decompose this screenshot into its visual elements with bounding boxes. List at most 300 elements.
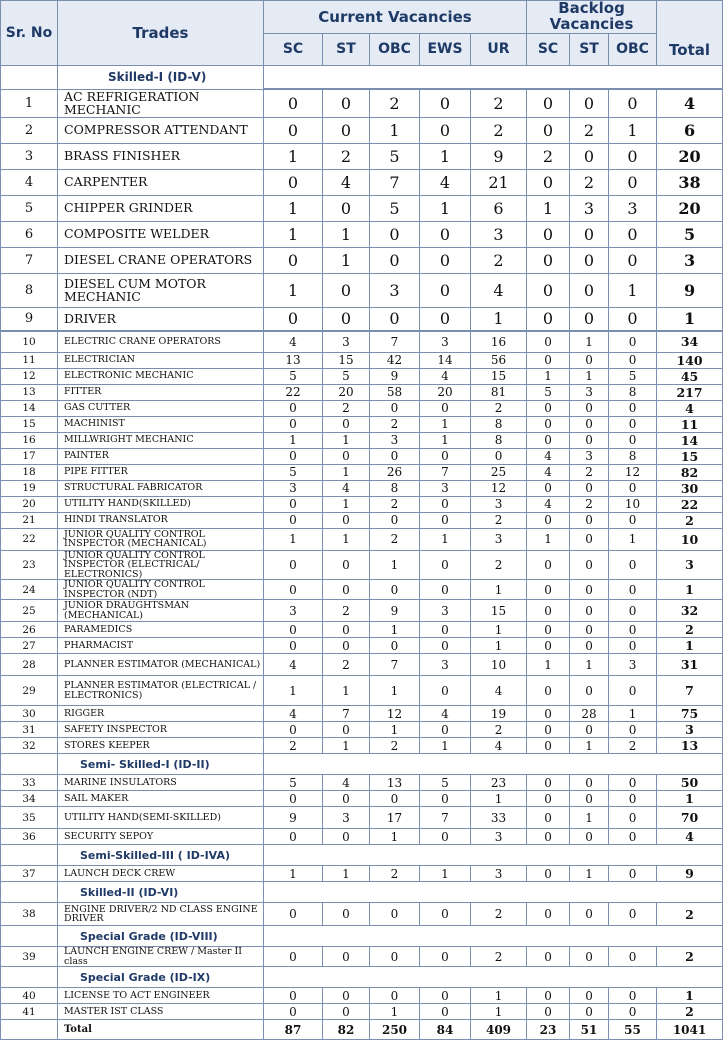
vacancy-cell: 3 [471,221,527,247]
vacancy-cell: 1 [323,676,370,706]
table-row [1,384,723,400]
vacancy-cell: 10 [609,496,657,512]
table-row [1,89,723,117]
current-vacancies-header: Current Vacancies [264,1,527,34]
vacancy-cell: 4 [323,775,370,791]
table-row [1,307,723,331]
vacancy-cell: 0 [527,117,570,143]
vacancy-cell: 0 [609,480,657,496]
vacancy-cell: 0 [323,638,370,654]
vacancy-cell: 0 [570,638,609,654]
vacancy-cell: 0 [570,400,609,416]
vacancy-cell: 0 [527,866,570,882]
row-total-cell: 10 [657,528,723,550]
row-total-cell: 14 [657,432,723,448]
vacancy-cell: 0 [420,400,471,416]
vacancy-cell: 26 [370,464,420,480]
vacancy-cell: 1 [370,829,420,845]
table-row [1,352,723,368]
row-total-cell: 50 [657,775,723,791]
row-total-cell: 6 [657,117,723,143]
sr-no-cell: 3 [1,143,58,169]
vacancy-cell: 3 [323,807,370,829]
vacancy-cell: 1 [264,432,323,448]
vacancy-cell: 0 [609,1004,657,1020]
vacancy-cell: 0 [323,903,370,926]
table-row [1,416,723,432]
vacancy-cell: 0 [370,221,420,247]
vacancy-cell: 2 [370,416,420,432]
vacancy-cell: 3 [420,331,471,352]
vacancy-cell: 0 [609,400,657,416]
vacancy-cell: 4 [471,676,527,706]
vacancy-cell: 7 [420,464,471,480]
vacancy-cell: 0 [323,416,370,432]
vacancy-cell: 25 [471,464,527,480]
vacancy-cell: 1 [264,676,323,706]
section-empty-cell [1,882,58,903]
vacancy-cell: 0 [370,791,420,807]
vacancy-cell: 1 [370,117,420,143]
vacancy-cell: 10 [471,654,527,676]
row-total-cell: 1 [657,791,723,807]
vacancy-cell: 1 [609,528,657,550]
row-total-cell: 11 [657,416,723,432]
vacancy-cell: 0 [570,791,609,807]
sr-no-cell: 22 [1,528,58,550]
vacancy-cell: 0 [264,903,323,926]
vacancy-cell: 4 [264,706,323,722]
section-empty-cell [264,754,723,775]
vacancy-cell: 42 [370,352,420,368]
vacancy-cell: 1 [527,654,570,676]
vacancy-cell: 0 [370,400,420,416]
trade-cell: MACHINIST [58,416,264,432]
vacancy-cell: 2 [264,738,323,754]
vacancy-cell: 2 [527,143,570,169]
vacancy-cell: 0 [527,331,570,352]
vacancy-cell: 0 [264,400,323,416]
vacancy-cell: 5 [527,384,570,400]
trade-cell: MASTER IST CLASS [58,1004,264,1020]
section-label: Special Grade (ID-IX) [58,967,264,988]
row-total-cell: 2 [657,622,723,638]
vacancy-cell: 7 [370,331,420,352]
vacancy-cell: 0 [527,706,570,722]
vacancy-cell: 1 [471,1004,527,1020]
section-label: Semi-Skilled-III ( ID-IVA) [58,845,264,866]
vacancy-cell: 0 [527,307,570,331]
vacancy-cell: 0 [323,988,370,1004]
vacancy-cell: 0 [370,638,420,654]
vacancy-cell: 1 [370,550,420,580]
vacancy-cell: 0 [527,807,570,829]
section-empty-cell [264,845,723,866]
vacancy-cell: 0 [609,600,657,622]
row-total-cell: 75 [657,706,723,722]
section-label: Special Grade (ID-VIII) [58,926,264,947]
vacancy-cell: 7 [420,807,471,829]
table-row [1,600,723,622]
row-total-cell: 30 [657,480,723,496]
sr-no-cell: 33 [1,775,58,791]
sub-header: SC [527,33,570,65]
trade-cell: ELECTRIC CRANE OPERATORS [58,331,264,352]
vacancy-cell: 0 [420,448,471,464]
grand-total-cell: 1041 [657,1020,723,1040]
section-row [1,967,723,988]
table-row [1,368,723,384]
row-total-cell: 38 [657,169,723,195]
trade-cell: JUNIOR QUALITY CONTROL INSPECTOR (MECHANICAL) [58,528,264,550]
vacancy-cell: 5 [264,464,323,480]
vacancy-cell: 0 [609,550,657,580]
vacancy-cell: 0 [609,307,657,331]
vacancy-cell: 0 [471,448,527,464]
table-row [1,622,723,638]
vacancy-cell: 8 [609,384,657,400]
vacancy-cell: 6 [471,195,527,221]
vacancy-cell: 0 [609,791,657,807]
vacancy-cell: 0 [264,638,323,654]
vacancy-cell: 3 [420,480,471,496]
vacancy-cell: 1 [264,195,323,221]
vacancy-cell: 0 [609,169,657,195]
sr-no-cell: 9 [1,307,58,331]
vacancy-cell: 4 [420,368,471,384]
vacancy-cell: 0 [527,512,570,528]
vacancy-cell: 0 [570,775,609,791]
vacancy-cell: 0 [264,947,323,967]
total-vacancy-cell: 51 [570,1020,609,1040]
trade-cell: PLANNER ESTIMATOR (ELECTRICAL / ELECTRONICS) [58,676,264,706]
vacancy-cell: 2 [471,947,527,967]
vacancy-cell: 1 [471,638,527,654]
table-row [1,480,723,496]
vacancy-cell: 4 [527,448,570,464]
vacancy-cell: 9 [471,143,527,169]
vacancy-cell: 0 [420,307,471,331]
vacancy-cell: 1 [570,738,609,754]
vacancy-cell: 0 [570,829,609,845]
sr-no-cell: 14 [1,400,58,416]
vacancy-cell: 81 [471,384,527,400]
vacancy-cell: 1 [609,117,657,143]
vacancy-cell: 0 [609,638,657,654]
section-empty-cell [1,926,58,947]
row-total-cell: 4 [657,89,723,117]
trade-cell: PIPE FITTER [58,464,264,480]
vacancy-cell: 0 [609,580,657,600]
vacancy-cell: 1 [570,807,609,829]
vacancy-cell: 0 [527,775,570,791]
table-row [1,638,723,654]
vacancy-cell: 1 [570,866,609,882]
vacancy-cell: 17 [370,807,420,829]
row-total-cell: 1 [657,988,723,1004]
vacancy-cell: 0 [570,622,609,638]
vacancy-cell: 4 [527,496,570,512]
vacancy-cell: 0 [527,947,570,967]
section-label: Skilled-II (ID-VI) [58,882,264,903]
table-row [1,169,723,195]
vacancy-cell: 0 [609,512,657,528]
vacancy-cell: 2 [323,654,370,676]
trade-cell: CHIPPER GRINDER [58,195,264,221]
trade-cell: JUNIOR QUALITY CONTROL INSPECTOR (NDT) [58,580,264,600]
total-vacancy-cell: 409 [471,1020,527,1040]
vacancy-cell: 0 [570,988,609,1004]
vacancy-cell: 1 [420,416,471,432]
totals-label: Total [58,1020,264,1040]
vacancy-cell: 1 [471,580,527,600]
row-total-cell: 22 [657,496,723,512]
section-row [1,65,723,89]
vacancy-cell: 1 [370,1004,420,1020]
table-row [1,448,723,464]
vacancy-cell: 56 [471,352,527,368]
sr-no-cell: 20 [1,496,58,512]
table-row [1,791,723,807]
vacancy-cell: 12 [609,464,657,480]
vacancy-cell: 0 [420,89,471,117]
vacancy-cell: 1 [264,221,323,247]
vacancy-cell: 0 [527,89,570,117]
vacancy-cell: 8 [370,480,420,496]
sr-no-cell: 13 [1,384,58,400]
vacancy-cell: 0 [420,638,471,654]
vacancy-cell: 0 [420,676,471,706]
vacancy-cell: 0 [370,580,420,600]
vacancy-cell: 1 [420,738,471,754]
vacancy-cell: 0 [527,988,570,1004]
section-empty-cell [264,65,723,89]
sr-no-cell: 2 [1,117,58,143]
trade-cell: LAUNCH ENGINE CREW / Master II class [58,947,264,967]
sr-no-cell: 11 [1,352,58,368]
vacancy-cell: 0 [264,307,323,331]
vacancy-cell: 1 [570,331,609,352]
vacancy-cell: 15 [471,368,527,384]
vacancy-cell: 7 [370,654,420,676]
section-row [1,754,723,775]
vacancy-cell: 0 [527,638,570,654]
vacancy-cell: 5 [370,195,420,221]
row-total-cell: 70 [657,807,723,829]
vacancy-cell: 0 [527,416,570,432]
sr-no-cell: 18 [1,464,58,480]
vacancy-cell: 9 [370,600,420,622]
vacancy-cell: 0 [264,550,323,580]
vacancy-cell: 0 [570,722,609,738]
vacancy-cell: 1 [323,247,370,273]
vacancy-cell: 2 [471,722,527,738]
vacancy-cell: 0 [527,829,570,845]
vacancy-cell: 0 [323,622,370,638]
trade-cell: CARPENTER [58,169,264,195]
vacancy-cell: 12 [370,706,420,722]
total-vacancy-cell: 87 [264,1020,323,1040]
vacancy-cell: 0 [609,89,657,117]
vacancy-cell: 7 [323,706,370,722]
section-empty-cell [1,845,58,866]
vacancy-cell: 2 [570,169,609,195]
vacancy-cell: 0 [570,1004,609,1020]
table-row [1,775,723,791]
table-row [1,528,723,550]
trade-cell: ENGINE DRIVER/2 ND CLASS ENGINE DRIVER [58,903,264,926]
vacancy-cell: 13 [264,352,323,368]
section-label: Skilled-I (ID-V) [58,65,264,89]
vacancy-cell: 2 [370,89,420,117]
vacancy-cell: 0 [527,352,570,368]
trade-cell: UTILITY HAND(SKILLED) [58,496,264,512]
vacancy-cell: 1 [323,432,370,448]
vacancy-cell: 0 [570,416,609,432]
trade-cell: DIESEL CUM MOTOR MECHANIC [58,273,264,307]
vacancy-cell: 9 [370,368,420,384]
table-row [1,722,723,738]
row-total-cell: 32 [657,600,723,622]
vacancy-cell: 1 [471,988,527,1004]
vacancy-cell: 0 [527,247,570,273]
vacancy-cell: 0 [609,331,657,352]
trade-cell: ELECTRICIAN [58,352,264,368]
vacancy-cell: 0 [570,273,609,307]
trade-cell: MARINE INSULATORS [58,775,264,791]
sr-no-cell: 21 [1,512,58,528]
totals-row [1,1020,723,1040]
table-row [1,988,723,1004]
vacancy-cell: 0 [527,221,570,247]
table-row [1,331,723,352]
vacancy-cell: 0 [609,221,657,247]
vacancy-cell: 0 [370,307,420,331]
vacancy-cell: 1 [527,368,570,384]
vacancy-cell: 0 [527,600,570,622]
trade-cell: STRUCTURAL FABRICATOR [58,480,264,496]
vacancy-cell: 2 [471,117,527,143]
vacancy-cell: 14 [420,352,471,368]
trade-cell: PARAMEDICS [58,622,264,638]
trade-cell: RIGGER [58,706,264,722]
vacancy-cell: 1 [420,195,471,221]
sr-no-cell: 1 [1,89,58,117]
vacancy-cell: 3 [471,496,527,512]
vacancy-cell: 1 [609,706,657,722]
row-total-cell: 15 [657,448,723,464]
vacancy-cell: 0 [420,273,471,307]
vacancy-cell: 0 [264,791,323,807]
vacancy-cell: 15 [323,352,370,368]
vacancy-cell: 0 [323,947,370,967]
vacancy-cell: 8 [471,432,527,448]
sr-no-cell: 32 [1,738,58,754]
trade-cell: AC REFRIGERATION MECHANIC [58,89,264,117]
vacancy-cell: 0 [609,622,657,638]
totals-empty-cell [1,1020,58,1040]
vacancy-cell: 8 [471,416,527,432]
total-vacancy-cell: 23 [527,1020,570,1040]
vacancy-cell: 2 [471,512,527,528]
vacancy-cell: 21 [471,169,527,195]
vacancy-cell: 2 [570,496,609,512]
vacancy-cell: 0 [264,247,323,273]
row-total-cell: 2 [657,947,723,967]
vacancy-cell: 0 [570,550,609,580]
vacancy-cell: 0 [420,1004,471,1020]
sr-no-cell: 15 [1,416,58,432]
row-total-cell: 31 [657,654,723,676]
sr-no-cell: 16 [1,432,58,448]
vacancy-cell: 3 [471,829,527,845]
vacancy-cell: 2 [609,738,657,754]
table-row [1,464,723,480]
vacancy-cell: 0 [570,947,609,967]
row-total-cell: 2 [657,903,723,926]
vacancy-cell: 3 [471,866,527,882]
vacancy-cell: 2 [570,464,609,480]
vacancy-cell: 0 [420,791,471,807]
table-row [1,496,723,512]
vacancy-cell: 0 [420,247,471,273]
sr-no-cell: 35 [1,807,58,829]
vacancy-cell: 0 [264,448,323,464]
vacancy-cell: 0 [370,988,420,1004]
section-row [1,845,723,866]
vacancy-cell: 58 [370,384,420,400]
vacancy-cell: 2 [370,866,420,882]
vacancy-cell: 2 [323,600,370,622]
vacancy-cell: 0 [609,247,657,273]
vacancy-cell: 0 [323,1004,370,1020]
sub-header: UR [471,33,527,65]
vacancy-cell: 2 [471,89,527,117]
vacancy-cell: 0 [420,221,471,247]
vacancy-cell: 0 [323,512,370,528]
vacancy-cell: 1 [370,722,420,738]
vacancy-cell: 0 [323,829,370,845]
sub-header: OBC [609,33,657,65]
sr-no-cell: 26 [1,622,58,638]
vacancy-cell: 0 [264,622,323,638]
vacancy-cell: 23 [471,775,527,791]
row-total-cell: 1 [657,638,723,654]
table-row [1,866,723,882]
vacancy-cell: 2 [570,117,609,143]
trade-cell: GAS CUTTER [58,400,264,416]
vacancy-cell: 3 [471,528,527,550]
vacancy-cell: 0 [609,432,657,448]
trade-cell: COMPRESSOR ATTENDANT [58,117,264,143]
vacancy-cell: 0 [420,496,471,512]
section-empty-cell [1,967,58,988]
section-empty-cell [264,926,723,947]
sr-no-cell: 38 [1,903,58,926]
trade-cell: SAFETY INSPECTOR [58,722,264,738]
trade-cell: ELECTRONIC MECHANIC [58,368,264,384]
vacancy-cell: 1 [264,143,323,169]
total-vacancy-cell: 82 [323,1020,370,1040]
vacancy-cell: 0 [323,117,370,143]
vacancy-cell: 2 [370,528,420,550]
trade-cell: BRASS FINISHER [58,143,264,169]
trade-cell: SECURITY SEPOY [58,829,264,845]
vacancy-cell: 13 [370,775,420,791]
vacancy-cell: 0 [370,947,420,967]
vacancy-cell: 1 [420,528,471,550]
vacancy-cell: 0 [570,600,609,622]
